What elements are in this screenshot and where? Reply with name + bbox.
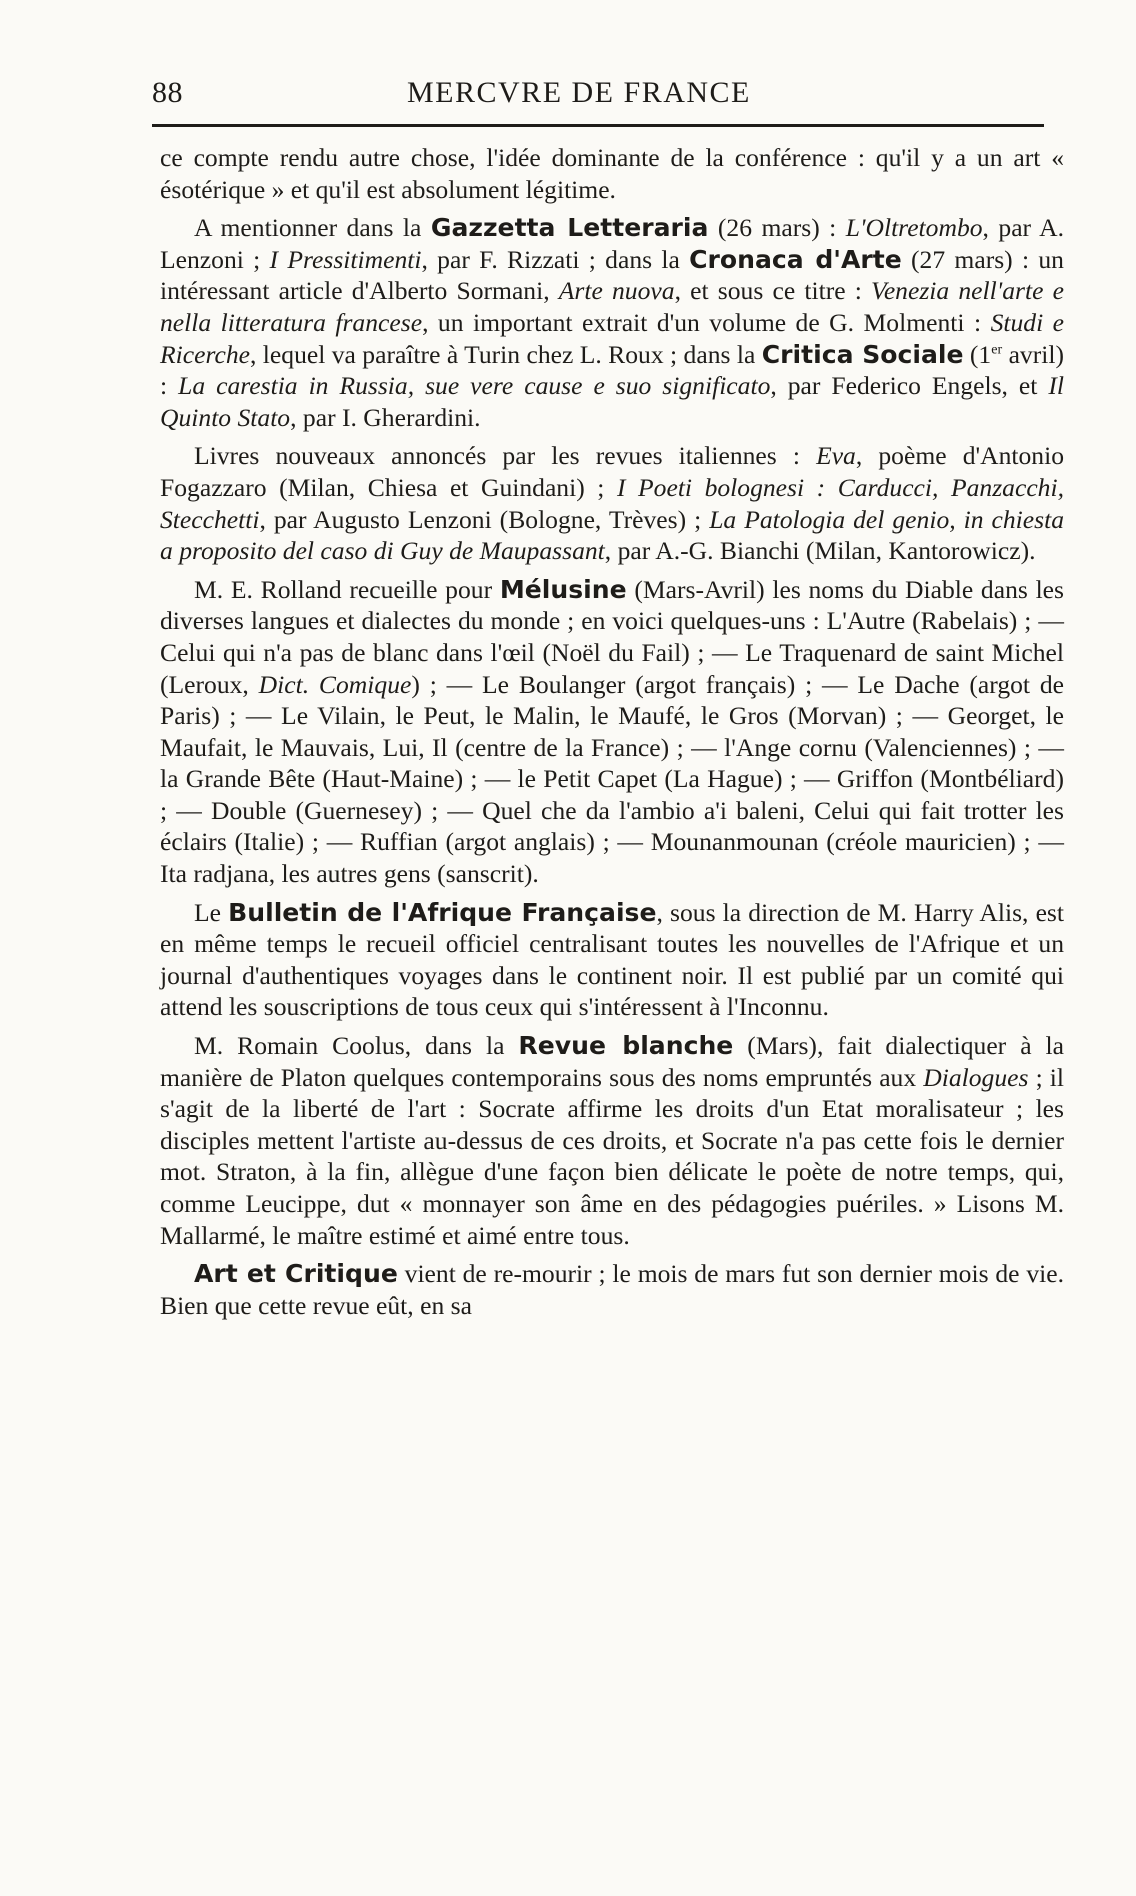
paragraph [160,440,1064,566]
text-run: , par F. Rizzati ; dans la [421,244,690,274]
text-run: (1 [963,339,992,369]
text-run: , par Federico Engels, et [770,371,1049,401]
running-title: MERCVRE DE FRANCE [407,76,751,109]
work-title: Dialogues [923,1062,1029,1092]
paragraph [160,897,1064,1023]
text-run: ce compte rendu autre chose, l'idée dominante de la conférence : qu'il y a un art « ésotérique » et qu'il est absolument légitime. [160,143,1064,204]
text-run: , par A.-G. Bianchi (Milan, Kantorowicz). [604,536,1036,566]
text-run: , par Augusto Lenzoni (Bologne, Trèves) ; [259,504,710,534]
text-run: (26 mars) : [708,213,846,243]
work-title: La Patologia del genio, in chiesta a proposito del caso di Guy de Maupassant [160,504,1065,566]
periodical-title: Cronaca d'Arte [689,244,902,274]
text-run: (Mars-Avril) les noms du Diable dans les diverses langues et dialectes du monde ; en voici quelques-uns : L'Autre (Rabelais) ; — Celui qui n'a pas de blanc dans l'œil (Noël du Fail) ; — Le Traquenard de saint Michel (Leroux, [160,574,1064,699]
periodical-title: Gazzetta Letteraria [430,213,709,243]
text-run: , un important extrait d'un volume de G. Molmenti : [422,307,991,337]
superscript: er [991,341,1003,358]
text-run: , lequel va paraître à Turin chez L. Roux ; dans la [250,339,762,369]
work-title: Venezia nell'arte e nella litteratura francese [160,276,1064,337]
work-title: Dict. Comique [258,669,412,699]
paragraph [160,1258,1064,1321]
text-run: Le [194,897,229,927]
text-run: M. E. Rolland recueille pour [194,574,500,604]
text-run: , poème d'Antonio Fogazzaro (Milan, Chiesa et Guindani) ; [160,441,1064,502]
work-title: La carestia in Russia, sue vere cause e suo significato [178,371,771,401]
paragraph [160,574,1064,890]
text-run: , par I. Gherardini. [290,402,481,432]
periodical-title: Bulletin de l'Afrique Française [228,897,657,927]
text-run: Livres nouveaux annoncés par les revues italiennes : [194,441,817,471]
text-run: vient de re-mourir ; le mois de mars fut son dernier mois de vie. Bien que cette revue eût, en sa [160,1259,1064,1320]
text-run: avril) : [160,339,1064,401]
text-run: A mentionner dans la [194,213,431,243]
article-body [160,142,1064,1321]
text-run: ) ; — Le Boulanger (argot français) ; — Le Dache (argot de Paris) ; — Le Vilain, le Peut, le Malin, le Maufé, le Gros (Morvan) ; — Georget, le Maufait, le Mauvais, Lui, Il (centre de la France) ; — l'Ange cornu (Valenciennes) ; — la Grande Bête (Haut-Maine) ; — le Petit Capet (La Hague) ; — Griffon (Montbéliard) ; — Double (Guernesey) ; — Quel che da l'ambio a'i baleni, Celui qui fait trotter les éclairs (Italie) ; — Ruffian (argot anglais) ; — Mounanmounan (créole mauricien) ; — Ita radjana, les autres gens (sanscrit). [160,669,1065,889]
text-run: ; il s'agit de la liberté de l'art : Socrate affirme les droits d'un Etat moralisateur ; les disciples mettent l'artiste au-dessus de ces droits, et Socrate n'a pas cette fois le dernier mot. Straton, à la fin, allègue d'une façon bien délicate le poète de notre temps, qui, comme Leucippe, dut « monnayer son âme en des pédagogies puériles. » Lisons M. Mallarmé, le maître estimé et aimé entre tous. [160,1062,1064,1250]
periodical-title: Art et Critique [194,1259,398,1289]
work-title: Arte nuova [558,276,675,306]
text-run: (Mars), fait dialectiquer à la manière de Platon quelques contemporains sous des noms empruntés aux [160,1031,1064,1092]
work-title: Studi e Ricerche [160,307,1065,369]
periodical-title: Mélusine [499,574,627,604]
work-title: I Poeti bolognesi : Carducci, Panzacchi, Stecchetti [160,472,1064,534]
page-header [152,72,1044,116]
paragraph [160,1030,1064,1251]
periodical-title: Revue blanche [518,1031,734,1061]
text-run: , par A. Lenzoni ; [160,213,1065,274]
page-number: 88 [152,76,183,109]
header-rule [152,124,1044,127]
work-title: Eva [816,441,856,471]
paragraph [160,142,1064,205]
text-run: , sous la direction de M. Harry Alis, est en même temps le recueil officiel centralisant toutes les nouvelles de l'Afrique et un journal d'authentiques voyages dans le continent noir. Il est publié par un comité qui attend les souscriptions de tous ceux qui s'intéressent à l'Inconnu. [160,897,1064,1022]
paragraph [160,212,1064,433]
work-title: I Pressitimenti [269,244,422,274]
text-run: M. Romain Coolus, dans la [194,1031,519,1061]
work-title: Il Quinto Stato [160,371,1065,432]
periodical-title: Critica Sociale [761,339,964,369]
text-run: (27 mars) : un intéressant article d'Alberto Sormani, [160,244,1064,306]
work-title: L'Oltretombo [845,213,983,243]
text-run: , et sous ce titre : [674,276,872,306]
